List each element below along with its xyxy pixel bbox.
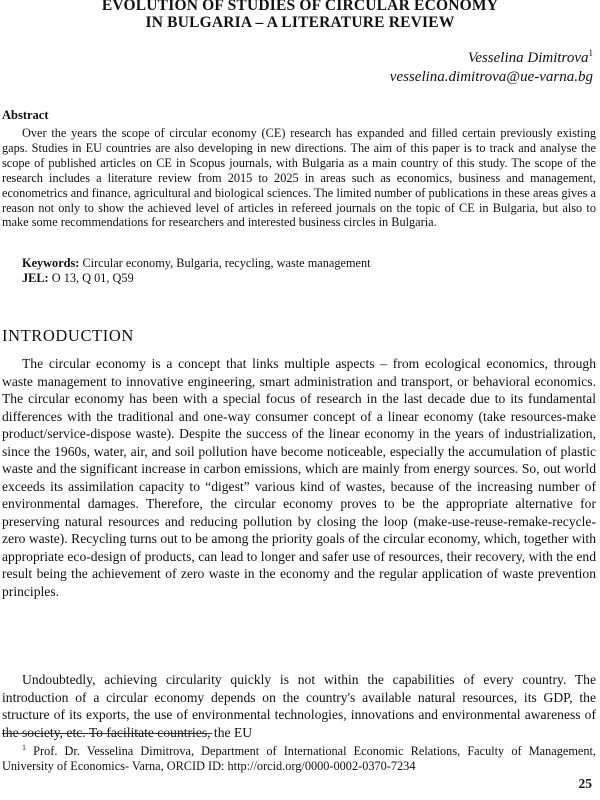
author-email[interactable]: vesselina.dimitrova@ue-varna.bg [389,69,593,85]
keywords-value: Circular economy, Bulgaria, recycling, waste management [82,256,371,270]
page-number: 25 [578,776,592,791]
jel-line [22,271,134,286]
author-block [390,44,593,87]
keywords-line [22,256,371,271]
abstract-text: Over the years the scope of circular economy (CE) research has expanded and filled certain previously existing gaps. Studies in EU countries are also developing in new directions. The aim of this paper is to track and analyse the scope of published articles on CE in Scopus journals, with Bulgaria as a main country of this study. The scope of the research includes a literature review from 2015 to 2025 in areas such as economics, business and management, econometrics and finance, agricultural and biological sciences. The limited number of publications in these areas gives a reason not only to show the achieved level of articles in refereed journals on the topic of CE in Bulgaria, but also to make some recommendations for researchers and interested business circles in Bulgaria. [2,126,596,230]
jel-label: JEL: [22,271,49,285]
footnote-text: Prof. Dr. Vesselina Dimitrova, Department of International Economic Relations, Faculty of Management, University of Economics- Varna, ORCID ID: http://orcid.org/0000-0002-0370-7234 [2,744,596,774]
footnote [2,740,596,774]
footnote-rule [2,733,212,734]
keywords-label: Keywords: [22,256,80,270]
footnote-marker: 1 [22,743,26,752]
introduction-heading: INTRODUCTION [2,326,134,345]
intro-paragraph-1: The circular economy is a concept that links multiple aspects – from ecological economics, through waste management to innovative engineering, smart administration and transport, or behavioral economics. The circular economy has been with a special focus of research in the last decade due to its fundamental differences with the traditional and one-way consumer concept of a linear economy (take resources-make product/service-dispose waste). Despite the success of the linear economy in the years of industrialization, since the 1960s, water, air, and soil pollution have become noticeable, especially the accumulation of plastic waste and the significant increase in carbon emissions, which are mainly from energy sources. So, out world exceeds its assimilation capacity to “digest” various kind of wastes, because of the increasing number of environmental damages. Therefore, the circular economy proves to be the appropriate alternative for preserving natural resources and reducing pollution by closing the loop (make-use-reuse-remake-recycle-zero waste). Recycling turns out to be among the priority goals of the circular economy, which, together with appropriate eco-design of products, can lead to longer and safer use of resources, their recovery, with the end result being the achievement of zero waste in the economy and the regular application of waste prevention principles. [2,356,596,599]
author-footnote-marker: 1 [588,48,593,58]
intro-paragraph-2: Undoubtedly, achieving circularity quickly is not within the capabilities of every country. The introduction of a circular economy depends on the country's available natural resources, its GDP, the structure of its exports, the use of environmental technologies, innovations and environmental awareness of the society, etc. To facilitate countries, the EU [2,672,596,740]
author-name: Vesselina Dimitrova [467,50,589,66]
title-line-1: EVOLUTION OF STUDIES OF CIRCULAR ECONOMY [101,0,499,14]
author-line [390,44,593,68]
jel-value: O 13, Q 01, Q59 [51,271,134,285]
paper-title [0,0,600,31]
title-line-2: IN BULGARIA – A LITERATURE REVIEW [145,14,455,31]
abstract-heading: Abstract [2,108,49,122]
